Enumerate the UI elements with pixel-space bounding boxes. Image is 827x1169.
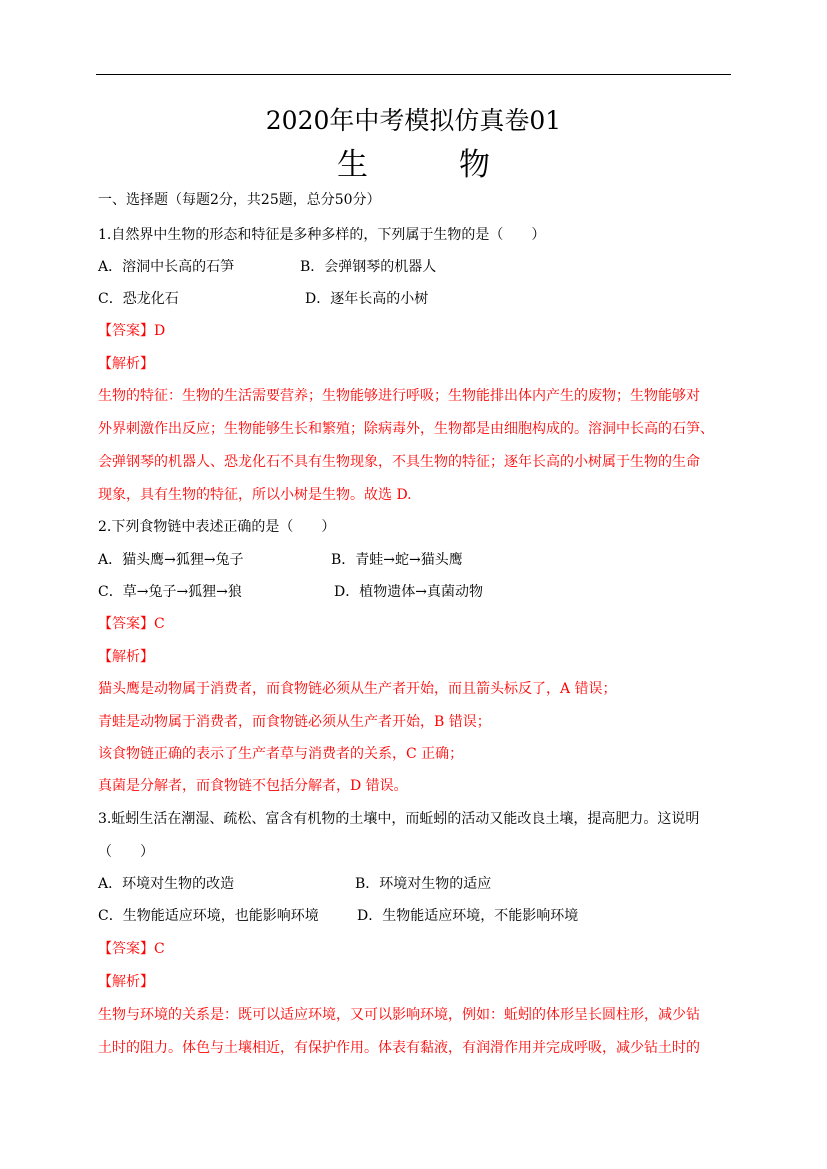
- q3-analysis-label: 【解析】: [98, 974, 154, 990]
- q3-stem-bracket: （ ）: [98, 844, 154, 860]
- q1-option-b: B．会弹钢琴的机器人: [300, 259, 437, 275]
- q3-analysis-line: 生物与环境的关系是：既可以适应环境，又可以影响环境，例如：蚯蚓的体形呈长圆柱形，减少钻: [98, 1007, 700, 1023]
- q1-analysis-line: 生物的特征：生物的生活需要营养；生物能够进行呼吸；生物能排出体内产生的废物；生物能够对: [98, 388, 700, 404]
- section-heading: 一、选择题（每题2分，共25题，总分50分）: [98, 192, 381, 208]
- q1-analysis-label: 【解析】: [98, 356, 154, 372]
- q2-analysis-line: 真菌是分解者，而食物链不包括分解者，D 错误。: [98, 778, 408, 794]
- q2-stem: 2.下列食物链中表述正确的是（ ）: [98, 519, 336, 535]
- q3-analysis-line: 土时的阻力。体色与土壤相近，有保护作用。体表有黏液，有润滑作用并完成呼吸，减少钻土时的: [98, 1040, 700, 1056]
- q3-option-c: C．生物能适应环境，也能影响环境: [98, 908, 319, 924]
- q3-option-d: D．生物能适应环境，不能影响环境: [357, 908, 579, 924]
- q1-option-a: A．溶洞中长高的石笋: [98, 259, 235, 275]
- q2-analysis-line: 该食物链正确的表示了生产者草与消费者的关系，C 正确；: [98, 746, 464, 762]
- exam-title: 2020年中考模拟仿真卷01: [265, 106, 562, 135]
- subject-title: 生 物: [337, 147, 520, 183]
- q3-option-a: A．环境对生物的改造: [98, 876, 235, 892]
- q1-option-d: D．逐年长高的小树: [305, 291, 429, 307]
- q1-option-c: C．恐龙化石: [98, 291, 179, 307]
- q2-option-d: D．植物遗体→真菌动物: [334, 584, 483, 600]
- q2-answer: 【答案】C: [98, 616, 165, 632]
- q1-analysis-line: 会弹钢琴的机器人、恐龙化石不具有生物现象，不具生物的特征；逐年长高的小树属于生物的生命: [98, 454, 700, 470]
- q2-option-c: C．草→兔子→狐狸→狼: [98, 584, 242, 600]
- q3-answer: 【答案】C: [98, 941, 165, 957]
- q2-analysis-line: 猫头鹰是动物属于消费者，而食物链必须从生产者开始，而且箭头标反了，A 错误；: [98, 681, 617, 697]
- header-rule: [96, 74, 731, 75]
- q3-stem: 3.蚯蚓生活在潮湿、疏松、富含有机物的土壤中，而蚯蚓的活动又能改良土壤，提高肥力。这说明: [98, 811, 700, 827]
- q2-analysis-line: 青蛙是动物属于消费者，而食物链必须从生产者开始，B 错误；: [98, 714, 491, 730]
- q1-analysis-line: 外界刺激作出反应；生物能够生长和繁殖；除病毒外，生物都是由细胞构成的。溶洞中长高的石笋、: [98, 421, 714, 437]
- q3-option-b: B．环境对生物的适应: [355, 876, 492, 892]
- q2-option-a: A．猫头鹰→狐狸→兔子: [98, 552, 244, 568]
- q1-answer: 【答案】D: [98, 323, 166, 339]
- q2-analysis-label: 【解析】: [98, 649, 154, 665]
- q1-analysis-line: 现象，具有生物的特征，所以小树是生物。故选 D.: [98, 487, 412, 503]
- q1-stem: 1.自然界中生物的形态和特征是多种多样的，下列属于生物的是（ ）: [98, 227, 546, 243]
- q2-option-b: B．青蛙→蛇→猫头鹰: [331, 552, 463, 568]
